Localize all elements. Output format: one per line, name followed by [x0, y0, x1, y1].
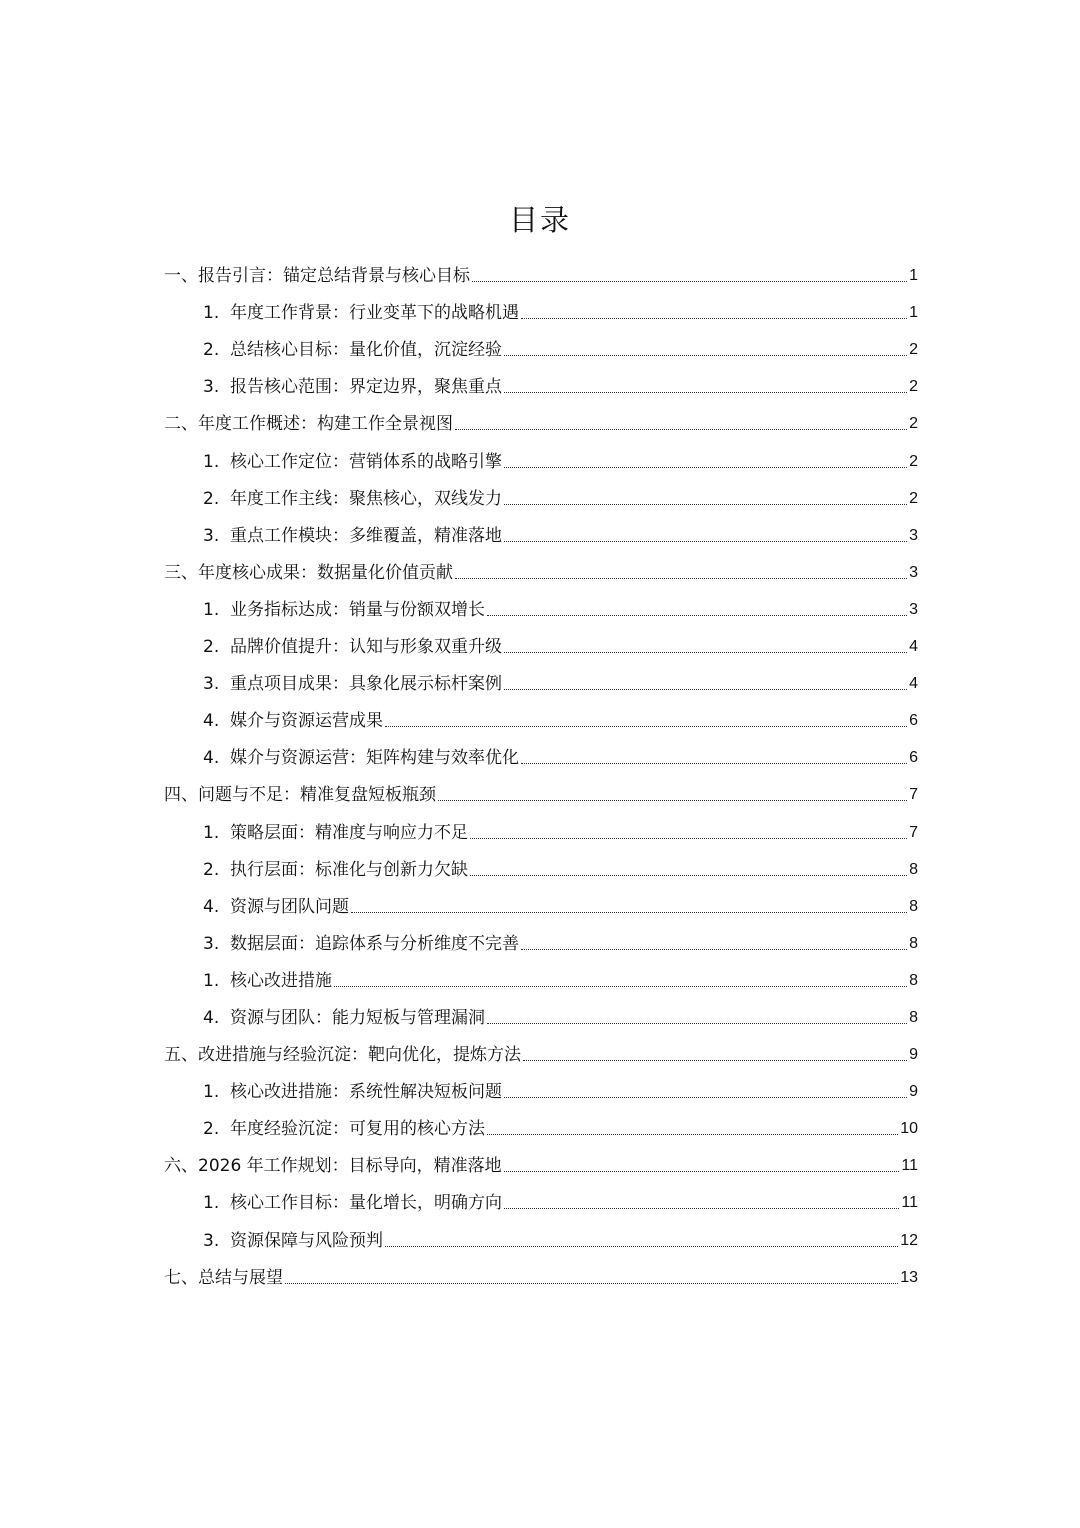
toc-entry-title: 资源与团队：能力短板与管理漏洞 — [230, 1007, 485, 1028]
toc-chapter-entry[interactable] — [164, 550, 918, 587]
toc-page-number: 1 — [909, 267, 918, 285]
toc-dot-leader — [385, 1246, 898, 1247]
toc-dot-leader — [385, 726, 907, 727]
toc-dot-leader — [438, 800, 907, 801]
toc-entry-number: 3. — [203, 1230, 220, 1251]
toc-section-entry[interactable] — [164, 1217, 918, 1254]
toc-page-number: 9 — [909, 1083, 918, 1101]
toc-section-entry[interactable] — [164, 587, 918, 624]
toc-entry-number: 2. — [203, 340, 220, 361]
toc-section-entry[interactable] — [164, 921, 918, 958]
toc-entry-number: 四、 — [164, 785, 198, 806]
toc-page-number: 2 — [909, 489, 918, 507]
toc-chapter-entry[interactable] — [164, 401, 918, 438]
toc-entry-title: 年度经验沉淀：可复用的核心方法 — [230, 1119, 485, 1140]
toc-section-entry[interactable] — [164, 438, 918, 475]
toc-entry-title: 核心工作定位：营销体系的战略引擎 — [230, 451, 502, 472]
toc-entry-title: 媒介与资源运营：矩阵构建与效率优化 — [230, 748, 519, 769]
toc-entry-title: 执行层面：标准化与创新力欠缺 — [230, 859, 468, 880]
toc-entry-title: 媒介与资源运营成果 — [230, 711, 383, 732]
toc-entry-title: 核心改进措施：系统性解决短板问题 — [230, 1082, 502, 1103]
toc-entry-title: 资源保障与风险预判 — [230, 1230, 383, 1251]
toc-page-number: 6 — [909, 749, 918, 767]
toc-entry-title: 年度工作背景：行业变革下的战略机遇 — [230, 303, 519, 324]
toc-section-entry[interactable] — [164, 884, 918, 921]
toc-entry-number: 1. — [203, 599, 220, 620]
toc-dot-leader — [504, 1208, 899, 1209]
toc-dot-leader — [504, 541, 907, 542]
toc-dot-leader — [523, 1060, 907, 1061]
toc-entry-number: 1. — [203, 822, 220, 843]
toc-entry-title: 报告引言：锚定总结背景与核心目标 — [198, 266, 470, 287]
toc-dot-leader — [504, 504, 907, 505]
toc-page-number: 3 — [909, 526, 918, 544]
toc-entry-title: 年度核心成果：数据量化价值贡献 — [198, 562, 453, 583]
toc-section-entry[interactable] — [164, 364, 918, 401]
toc-entry-title: 重点工作模块：多维覆盖，精准落地 — [230, 525, 502, 546]
toc-entry-number: 一、 — [164, 266, 198, 287]
toc-entry-title: 业务指标达成：销量与份额双增长 — [230, 599, 485, 620]
toc-section-entry[interactable] — [164, 809, 918, 846]
toc-entry-number: 3. — [203, 933, 220, 954]
toc-entry-number: 2. — [203, 1119, 220, 1140]
toc-entry-number: 三、 — [164, 562, 198, 583]
toc-chapter-entry[interactable] — [164, 253, 918, 290]
toc-page-number: 7 — [909, 786, 918, 804]
page-title: 目录 — [508, 203, 571, 237]
toc-section-entry[interactable] — [164, 513, 918, 550]
toc-page-number: 1 — [909, 304, 918, 322]
toc-section-entry[interactable] — [164, 1069, 918, 1106]
toc-dot-leader — [472, 281, 907, 282]
toc-page-number: 2 — [909, 341, 918, 359]
toc-dot-leader — [487, 1134, 898, 1135]
toc-section-entry[interactable] — [164, 1180, 918, 1217]
toc-section-entry[interactable] — [164, 476, 918, 513]
toc-entry-number: 3. — [203, 525, 220, 546]
toc-entry-number: 4. — [203, 1007, 220, 1028]
toc-section-entry[interactable] — [164, 847, 918, 884]
toc-chapter-entry[interactable] — [164, 1032, 918, 1069]
toc-section-entry[interactable] — [164, 698, 918, 735]
toc-page-number: 8 — [909, 971, 918, 989]
toc-entry-title: 总结与展望 — [198, 1267, 283, 1288]
toc-entry-title: 策略层面：精准度与响应力不足 — [230, 822, 468, 843]
toc-entry-title: 年度工作主线：聚焦核心，双线发力 — [230, 488, 502, 509]
toc-entry-number: 4. — [203, 896, 220, 917]
toc-dot-leader — [521, 949, 907, 950]
toc-entry-title: 资源与团队问题 — [230, 896, 349, 917]
toc-entry-title: 问题与不足：精准复盘短板瓶颈 — [198, 785, 436, 806]
toc-dot-leader — [521, 763, 907, 764]
toc-dot-leader — [487, 615, 907, 616]
toc-section-entry[interactable] — [164, 624, 918, 661]
toc-dot-leader — [504, 1097, 907, 1098]
toc-page-number: 8 — [909, 1008, 918, 1026]
toc-page-number: 3 — [909, 563, 918, 581]
toc-entry-number: 二、 — [164, 414, 198, 435]
toc-section-entry[interactable] — [164, 327, 918, 364]
toc-page-number: 2 — [909, 452, 918, 470]
toc-page-number: 2 — [909, 378, 918, 396]
toc-entry-title: 年度工作概述：构建工作全景视图 — [198, 414, 453, 435]
toc-entry-number: 3. — [203, 377, 220, 398]
toc-dot-leader — [470, 838, 907, 839]
toc-entry-number: 1. — [203, 970, 220, 991]
toc-page-number: 6 — [909, 712, 918, 730]
toc-entry-number: 1. — [203, 1193, 220, 1214]
toc-page-number: 4 — [909, 638, 918, 656]
toc-page-number: 11 — [901, 1194, 918, 1212]
toc-page-number: 10 — [900, 1120, 918, 1138]
toc-entry-number: 1. — [203, 303, 220, 324]
toc-dot-leader — [487, 1023, 907, 1024]
toc-page-number: 4 — [909, 675, 918, 693]
toc-entry-number: 七、 — [164, 1267, 198, 1288]
toc-chapter-entry[interactable] — [164, 1143, 918, 1180]
toc-entry-title: 品牌价值提升：认知与形象双重升级 — [230, 637, 502, 658]
toc-section-entry[interactable] — [164, 958, 918, 995]
toc-dot-leader — [504, 689, 907, 690]
toc-section-entry[interactable] — [164, 661, 918, 698]
toc-entry-number: 1. — [203, 451, 220, 472]
toc-page-number: 9 — [909, 1046, 918, 1064]
toc-page-number: 2 — [909, 415, 918, 433]
toc-entry-title: 总结核心目标：量化价值，沉淀经验 — [230, 340, 502, 361]
toc-entry-number: 五、 — [164, 1045, 198, 1066]
toc-page-number: 8 — [909, 860, 918, 878]
toc-section-entry[interactable] — [164, 995, 918, 1032]
toc-dot-leader — [334, 986, 907, 987]
table-of-contents — [164, 253, 918, 1292]
toc-dot-leader — [285, 1283, 898, 1284]
toc-dot-leader — [504, 652, 907, 653]
toc-page-number: 13 — [900, 1268, 918, 1286]
toc-section-entry[interactable] — [164, 1106, 918, 1143]
toc-chapter-entry[interactable] — [164, 772, 918, 809]
toc-page-number: 11 — [901, 1157, 918, 1175]
toc-entry-title: 2026 年工作规划：目标导向，精准落地 — [198, 1156, 502, 1177]
toc-page-number: 8 — [909, 934, 918, 952]
toc-dot-leader — [455, 429, 907, 430]
toc-dot-leader — [470, 875, 907, 876]
toc-dot-leader — [504, 355, 907, 356]
toc-entry-number: 2. — [203, 637, 220, 658]
toc-dot-leader — [455, 578, 907, 579]
toc-page-number: 8 — [909, 897, 918, 915]
toc-chapter-entry[interactable] — [164, 1255, 918, 1292]
toc-page-number: 12 — [900, 1231, 918, 1249]
toc-entry-title: 核心工作目标：量化增长，明确方向 — [230, 1193, 502, 1214]
toc-section-entry[interactable] — [164, 735, 918, 772]
toc-dot-leader — [504, 467, 907, 468]
toc-entry-number: 2. — [203, 859, 220, 880]
toc-page-number: 3 — [909, 600, 918, 618]
toc-entry-title: 报告核心范围：界定边界，聚焦重点 — [230, 377, 502, 398]
toc-dot-leader — [504, 1171, 900, 1172]
toc-entry-title: 核心改进措施 — [230, 970, 332, 991]
toc-entry-number: 4. — [203, 711, 220, 732]
toc-dot-leader — [351, 912, 907, 913]
toc-entry-number: 3. — [203, 674, 220, 695]
toc-entry-number: 1. — [203, 1082, 220, 1103]
toc-entry-title: 数据层面：追踪体系与分析维度不完善 — [230, 933, 519, 954]
toc-entry-number: 4. — [203, 748, 220, 769]
toc-entry-number: 六、 — [164, 1156, 198, 1177]
toc-dot-leader — [521, 318, 907, 319]
toc-entry-title: 改进措施与经验沉淀：靶向优化，提炼方法 — [198, 1045, 521, 1066]
toc-entry-title: 重点项目成果：具象化展示标杆案例 — [230, 674, 502, 695]
toc-entry-number: 2. — [203, 488, 220, 509]
toc-dot-leader — [504, 392, 907, 393]
toc-section-entry[interactable] — [164, 290, 918, 327]
toc-page-number: 7 — [909, 823, 918, 841]
